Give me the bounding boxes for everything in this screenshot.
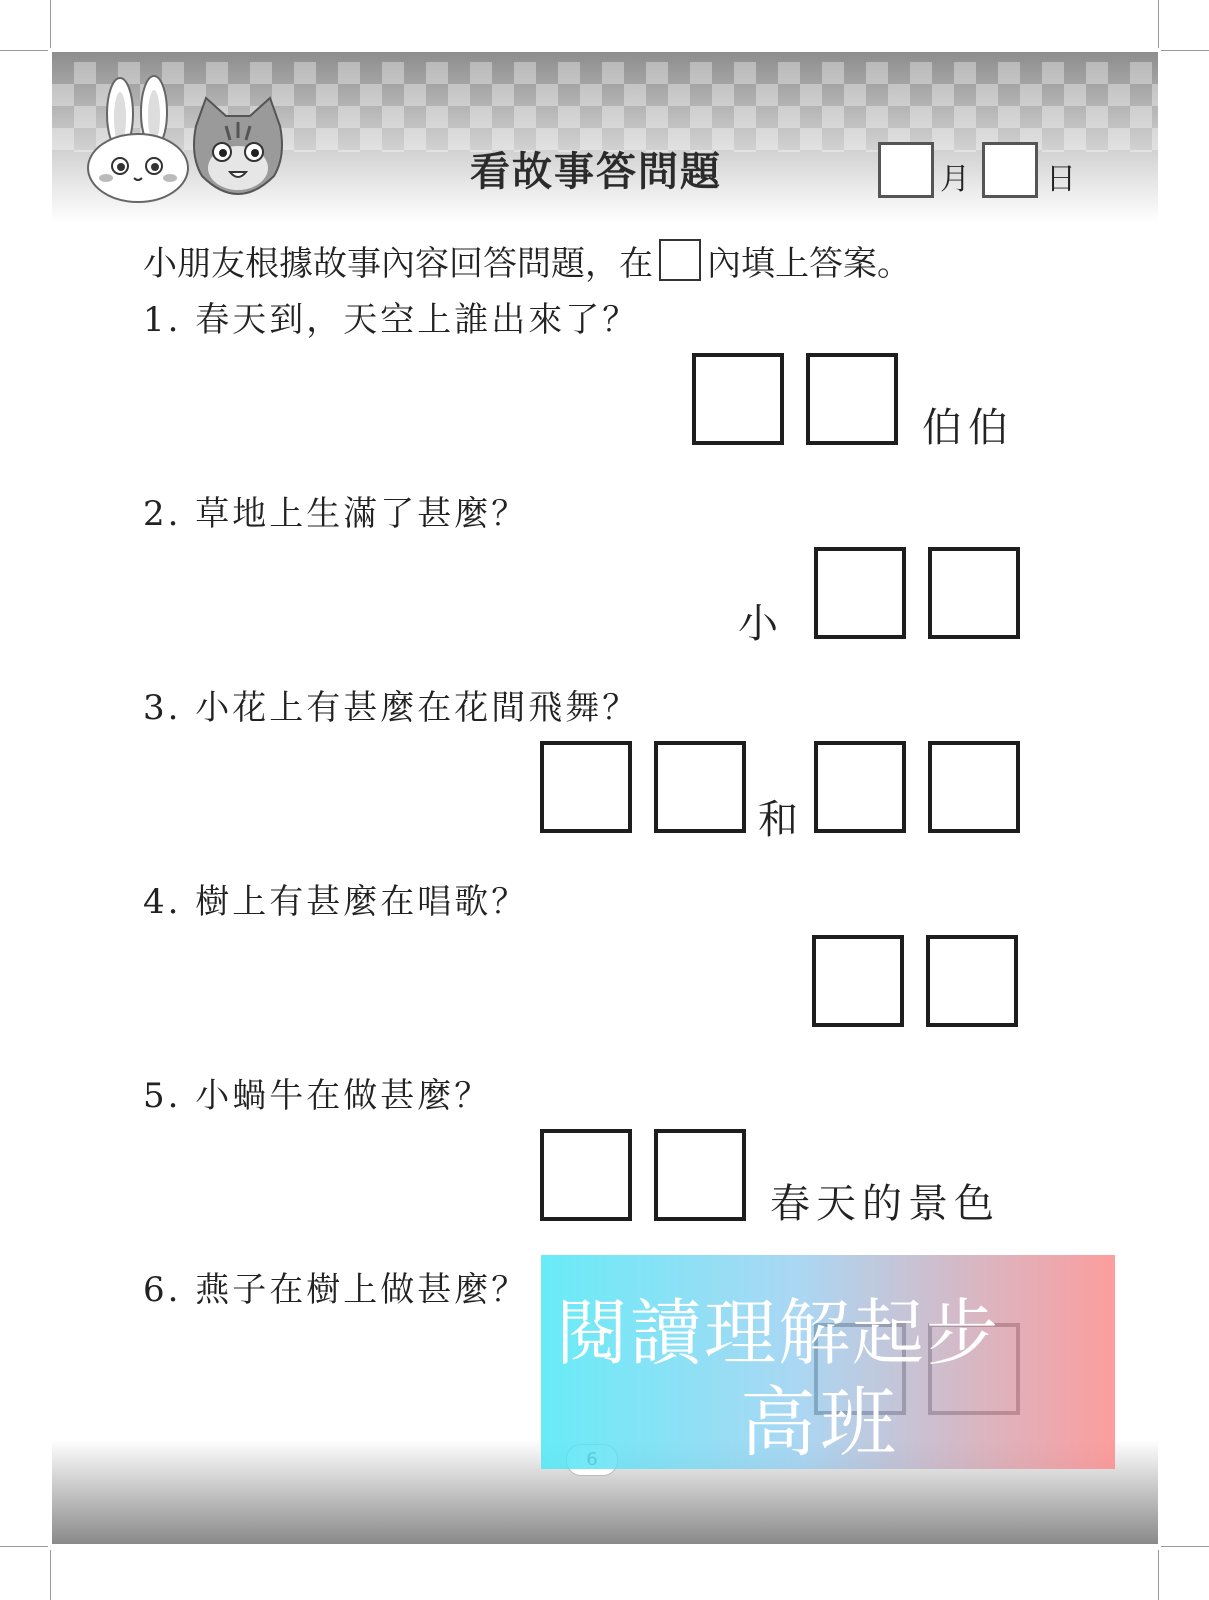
question-text: 樹上有甚麼在唱歌？	[195, 882, 529, 922]
question-number: 1.	[143, 300, 182, 340]
answer-box[interactable]	[540, 1129, 632, 1221]
question-text: 小蝸牛在做甚麼？	[195, 1076, 492, 1116]
answer-box[interactable]	[806, 353, 898, 445]
question-number: 3.	[143, 688, 182, 728]
crop-mark	[1161, 50, 1209, 51]
crop-mark	[50, 1550, 51, 1600]
inline-answer-box-icon	[659, 239, 701, 281]
answer-box[interactable]	[692, 353, 784, 445]
instruction-after: 內填上答案。	[707, 244, 911, 284]
instruction-text	[143, 236, 911, 285]
answer-box[interactable]	[928, 741, 1020, 833]
question-2	[143, 486, 528, 535]
crop-mark	[1158, 1550, 1159, 1600]
question-text: 春天到，天空上誰出來了？	[195, 300, 640, 340]
answer-suffix: 春天的景色	[770, 1181, 1000, 1227]
crop-mark	[1161, 1546, 1209, 1547]
question-number: 6.	[143, 1270, 182, 1310]
answer-box[interactable]	[654, 741, 746, 833]
answer-box[interactable]	[926, 935, 1018, 1027]
question-number: 4.	[143, 882, 182, 922]
answer-box[interactable]	[814, 547, 906, 639]
answer-box[interactable]	[814, 741, 906, 833]
watermark-subtitle: 高班	[740, 1378, 900, 1467]
rabbit-icon	[84, 74, 194, 204]
answer-box[interactable]	[654, 1129, 746, 1221]
answer-suffix: 伯伯	[922, 405, 1014, 451]
question-5	[143, 1068, 491, 1117]
crop-mark	[0, 50, 48, 51]
question-1	[143, 292, 639, 341]
question-text: 小花上有甚麼在花間飛舞？	[195, 688, 640, 728]
page-title: 看故事答問題	[470, 149, 722, 195]
crop-mark	[0, 1546, 48, 1547]
answer-box[interactable]	[812, 935, 904, 1027]
month-input-box[interactable]	[878, 142, 934, 198]
day-input-box[interactable]	[982, 142, 1038, 198]
month-label: 月	[940, 162, 970, 197]
crop-mark	[1158, 0, 1159, 48]
crop-mark	[50, 0, 51, 48]
instruction-before: 小朋友根據故事內容回答問題，在	[143, 244, 653, 284]
answer-joiner: 和	[758, 797, 804, 843]
question-4	[143, 874, 528, 923]
answer-box[interactable]	[928, 547, 1020, 639]
question-text: 燕子在樹上做甚麼？	[195, 1270, 529, 1310]
question-text: 草地上生滿了甚麼？	[195, 494, 529, 534]
cat-icon	[186, 96, 290, 196]
watermark-title: 閱讀理解起步	[556, 1291, 1001, 1375]
answer-prefix: 小	[738, 601, 784, 647]
question-6	[143, 1262, 528, 1311]
question-number: 5.	[143, 1076, 182, 1116]
question-number: 2.	[143, 494, 182, 534]
question-3	[143, 680, 639, 729]
answer-box[interactable]	[540, 741, 632, 833]
day-label: 日	[1046, 162, 1076, 197]
